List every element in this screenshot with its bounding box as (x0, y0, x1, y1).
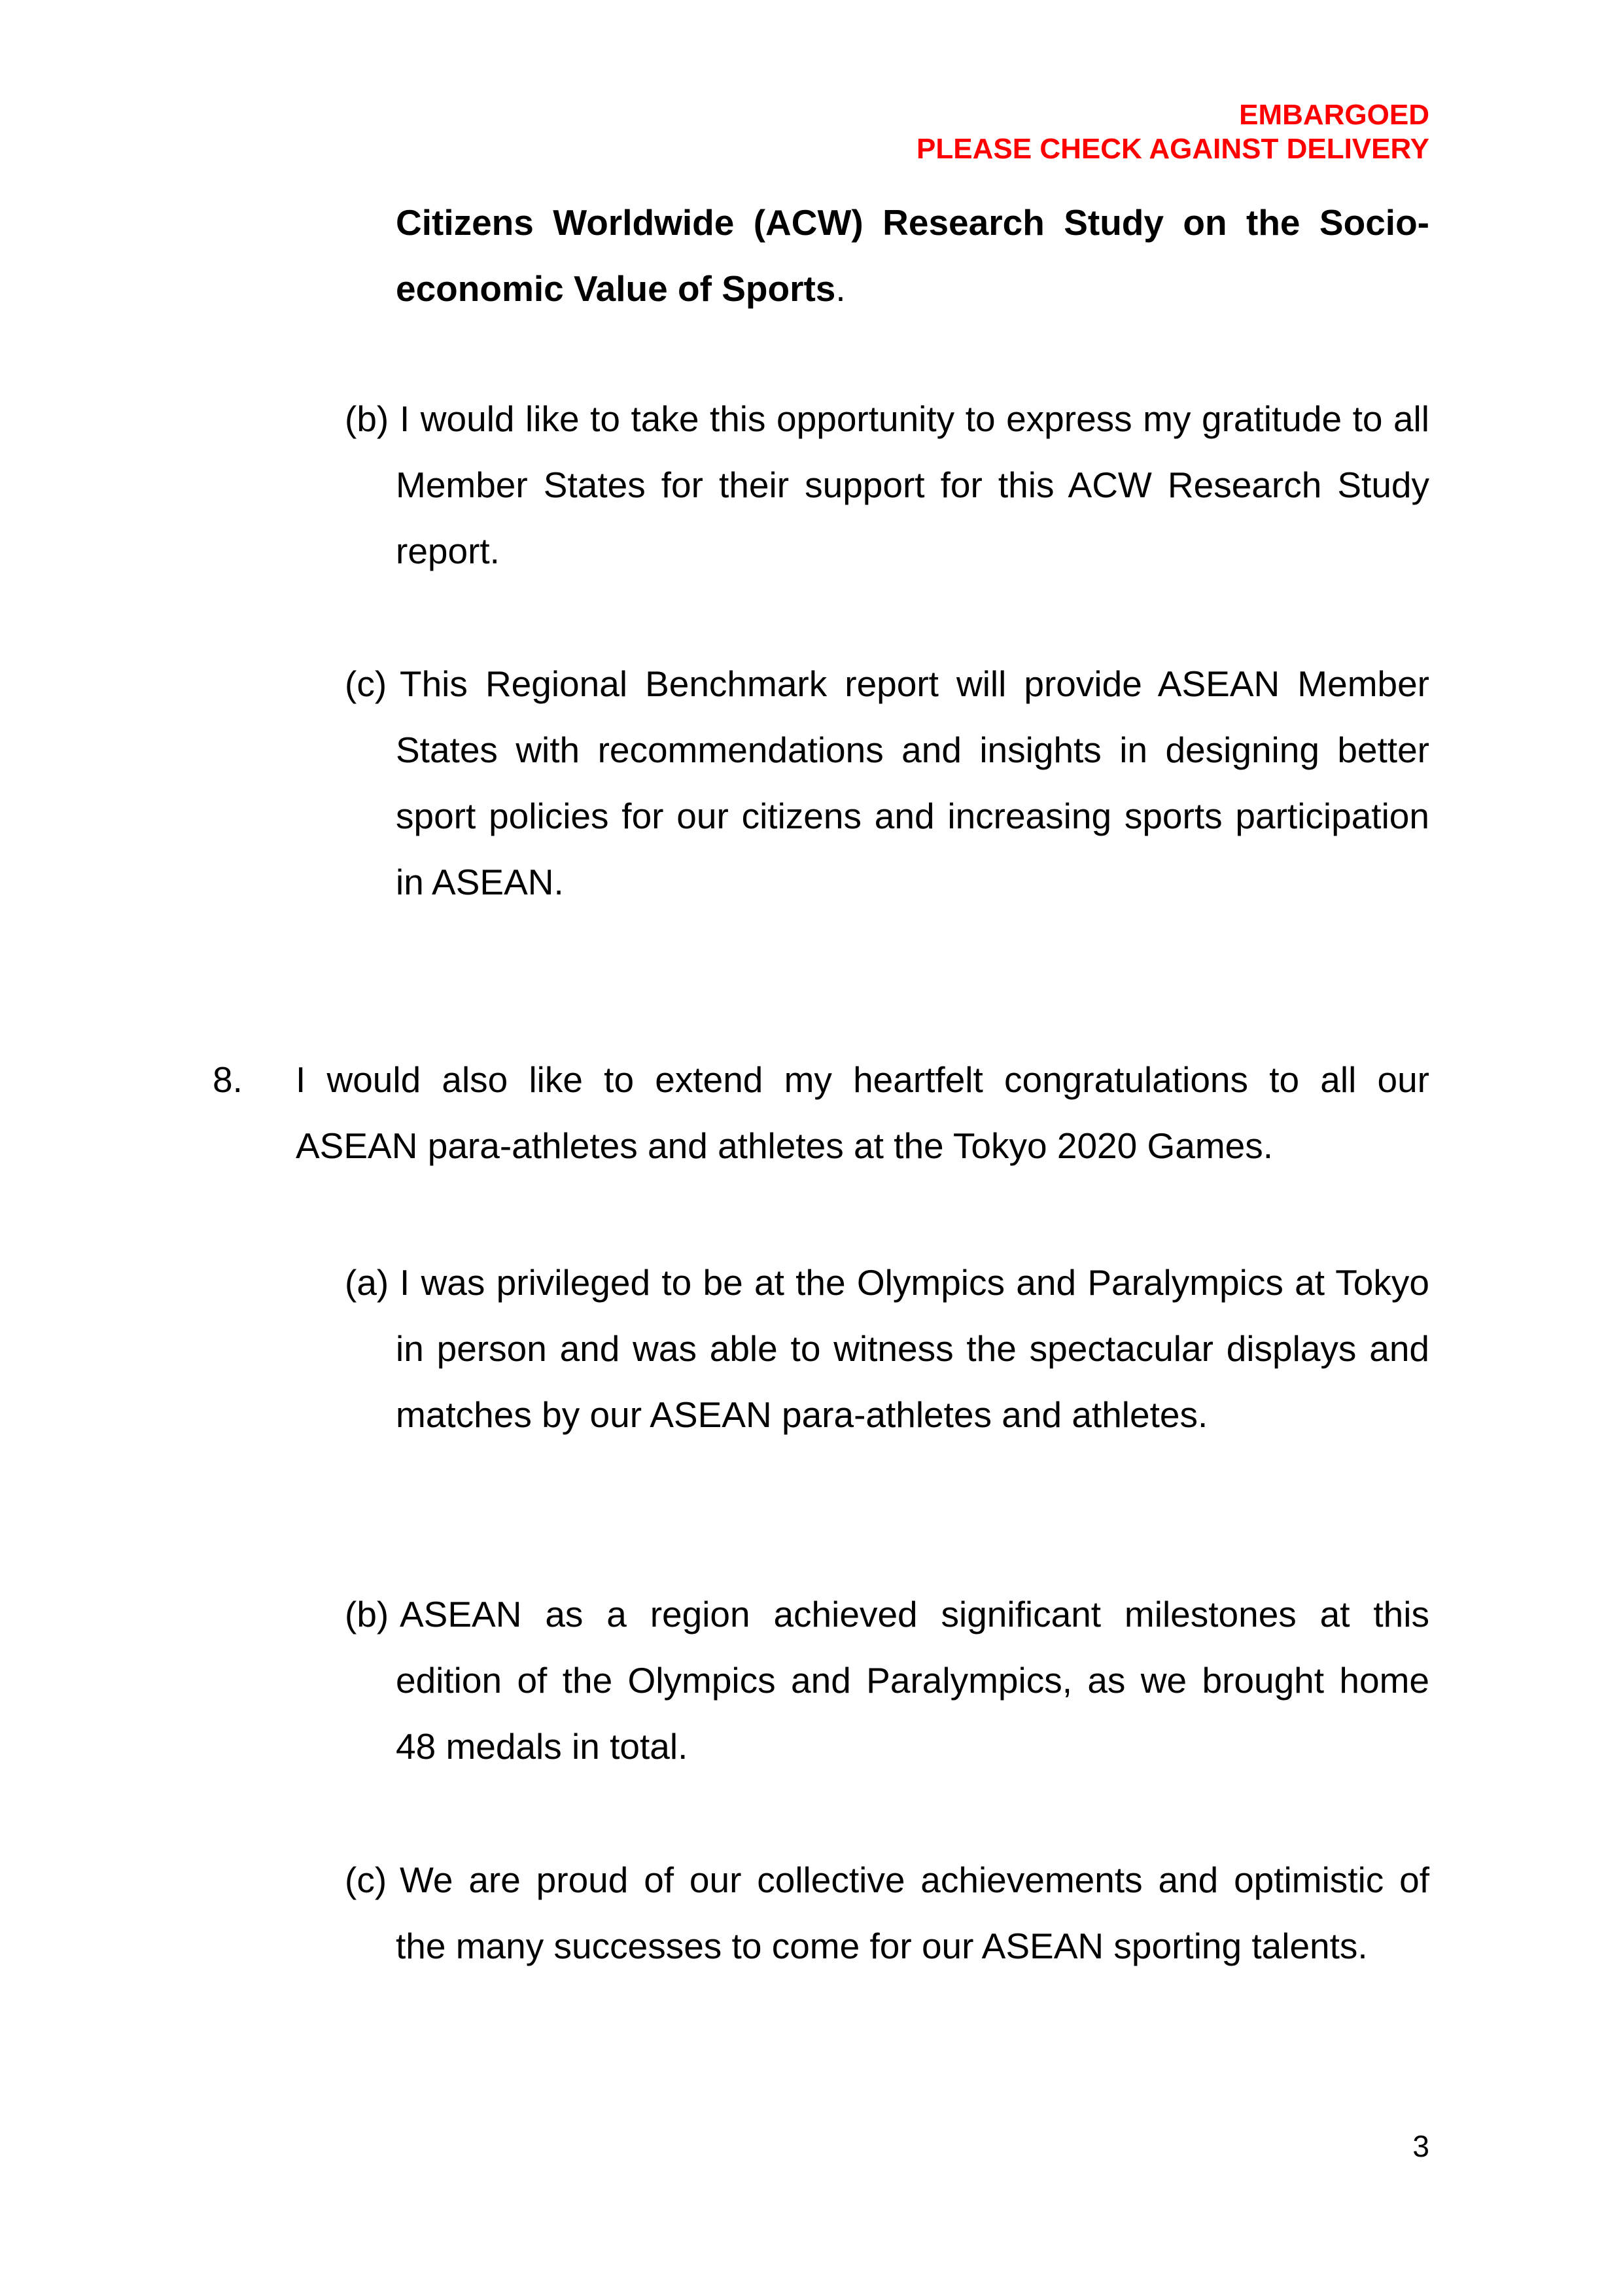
list-item (396, 1250, 1429, 1448)
item-text: I would like to take this opportunity to express my gratitude to all Member States for their support for this ACW Research Study report. (396, 398, 1429, 571)
item-label: (a) (345, 1262, 389, 1303)
item-label: (c) (345, 663, 387, 704)
list-item (396, 651, 1429, 915)
embargo-header (916, 98, 1429, 166)
item-text: I was privileged to be at the Olympics and Paralympics at Tokyo in person and was able to witness the spectacular displays and matches by our ASEAN para-athletes and athletes. (396, 1262, 1429, 1435)
list-item (396, 1847, 1429, 1979)
continuation-period: . (835, 268, 846, 309)
item-label: (c) (345, 1860, 387, 1900)
item-text: ASEAN as a region achieved significant milestones at this edition of the Olympics and Paralympics, as we brought home 48 medals in total. (396, 1594, 1429, 1767)
list-item (396, 386, 1429, 584)
numbered-paragraph (296, 1047, 1429, 1179)
continuation-paragraph (396, 190, 1429, 322)
paragraph-number: 8. (213, 1059, 243, 1100)
item-label: (b) (345, 1594, 389, 1634)
embargo-label: EMBARGOED (1239, 99, 1429, 131)
item-text: This Regional Benchmark report will provide ASEAN Member States with recommendations and insights in designing better sport policies for our citizens and increasing sports participation in ASEAN. (396, 663, 1429, 902)
list-item (396, 1581, 1429, 1780)
item-text: We are proud of our collective achievements and optimistic of the many successes to come for our ASEAN sporting talents. (396, 1860, 1429, 1966)
delivery-notice: PLEASE CHECK AGAINST DELIVERY (916, 133, 1429, 165)
page-number: 3 (1412, 2129, 1429, 2163)
paragraph-text: I would also like to extend my heartfelt congratulations to all our ASEAN para-athletes and athletes at the Tokyo 2020 Games. (296, 1059, 1429, 1166)
item-label: (b) (345, 398, 389, 439)
study-title: Citizens Worldwide (ACW) Research Study on the Socio-economic Value of Sports (396, 202, 1429, 309)
